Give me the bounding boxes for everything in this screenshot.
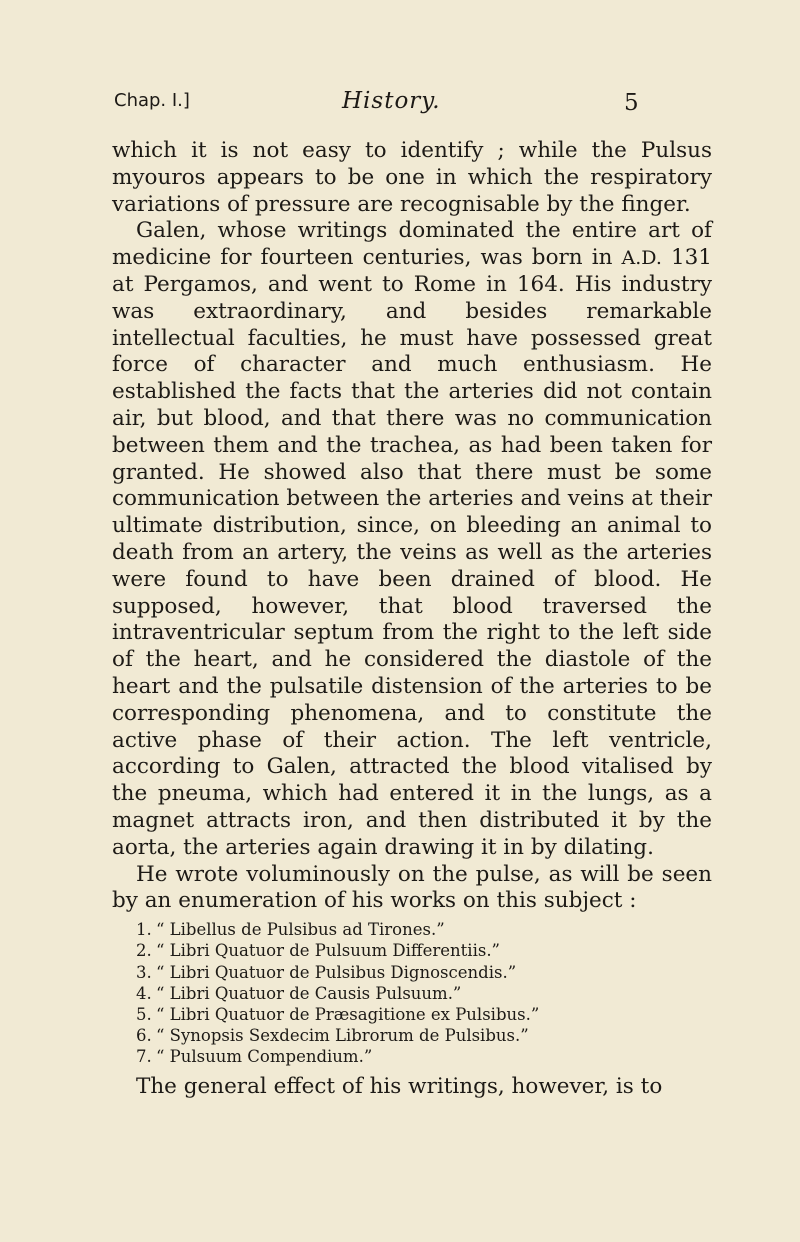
list-item — [136, 1004, 712, 1025]
list-item — [136, 919, 712, 940]
work-number: 7. — [136, 1047, 152, 1067]
list-item — [136, 962, 712, 983]
work-title: “ Libri Quatuor de Præsagitione ex Pulsibus.” — [156, 1004, 540, 1024]
list-item — [136, 1025, 712, 1046]
work-title: “ Libri Quatuor de Pulsuum Differentiis.” — [156, 941, 500, 961]
works-list — [112, 919, 712, 1067]
chapter-label: Chap. I.] — [114, 90, 190, 111]
work-title: “ Libri Quatuor de Causis Pulsuum.” — [156, 983, 462, 1003]
body-text — [112, 138, 712, 1100]
paragraph-closing: The general effect of his writings, however, is to — [136, 1073, 663, 1099]
work-number: 1. — [136, 920, 152, 940]
list-item — [136, 940, 712, 961]
work-title: “ Synopsis Sexdecim Librorum de Pulsibus.” — [156, 1026, 529, 1046]
list-item — [136, 983, 712, 1004]
paragraph-galen — [112, 218, 712, 861]
work-title: “ Libri Quatuor de Pulsibus Dignoscendis.” — [156, 962, 517, 982]
work-number: 5. — [136, 1004, 152, 1024]
work-title: “ Libellus de Pulsibus ad Tirones.” — [156, 920, 445, 940]
page-number: 5 — [624, 90, 639, 116]
paragraph-galen-part-2: 131 at Pergamos, and went to Rome in 164. His industry was extraordinary, and besides remarkable intellectual faculties, he must have possessed great force of character and much enthusiasm. He established the facts that the arteries did not contain air, but blood, and that there was no communication between them and the trachea, as had been taken for granted. He showed also that there must be some communication between the arteries and veins at their ultimate distribution, since, on bleeding an animal to death from an artery, the veins as well as the arteries were found to have been drained of blood. He supposed, however, that blood traversed the intraventricular septum from the right to the left side of the heart, and he considered the diastole of the heart and the pulsatile distension of the arteries to be corresponding phenomena, and to constitute the active phase of their action. The left ventricle, according to Galen, attracted the blood vitalised by the pneuma, which had entered it in the lungs, as a magnet attracts iron, and then distributed it by the aorta, the arteries again drawing it in by dilating. — [112, 245, 712, 860]
work-number: 2. — [136, 941, 152, 961]
work-number: 3. — [136, 962, 152, 982]
work-number: 4. — [136, 983, 152, 1003]
paragraph-1: which it is not easy to identify ; while the Pulsus myouros appears to be one in which the respiratory variations of pressure are recognisable by the finger. — [112, 138, 712, 217]
running-title: History. — [342, 88, 441, 114]
page-header — [114, 88, 654, 128]
list-item — [136, 1046, 712, 1067]
paragraph-galen-part-1: Galen, whose writings dominated the entire art of medicine for fourteen centuries, was born in — [112, 218, 712, 271]
paragraph-works-intro: He wrote voluminously on the pulse, as will be seen by an enumeration of his works on this subject : — [112, 861, 712, 914]
work-number: 6. — [136, 1026, 152, 1046]
work-title: “ Pulsuum Compendium.” — [156, 1047, 373, 1067]
era-abbreviation: A.D. — [621, 247, 662, 270]
